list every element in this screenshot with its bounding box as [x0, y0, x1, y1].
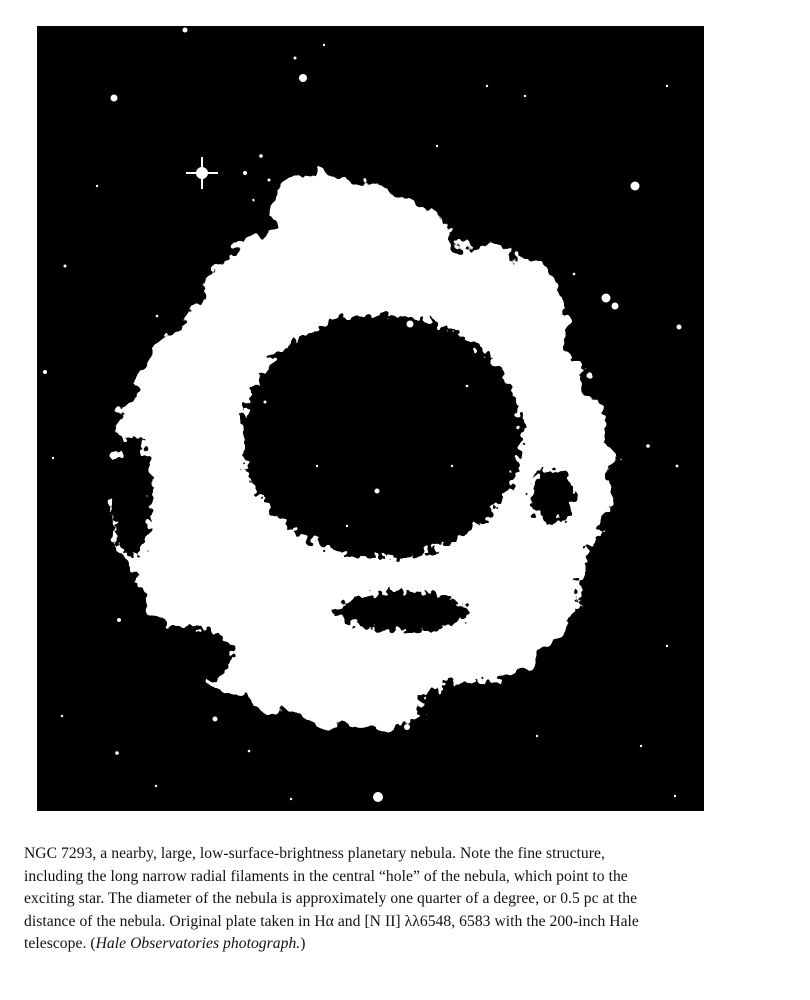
figure-caption [24, 843, 794, 956]
caption-line-1: NGC 7293, a nearby, large, low-surface-brightness planetary nebula. Note the fine structure, [24, 845, 605, 862]
nebula-photograph [37, 26, 704, 811]
caption-line-5-suffix: ) [300, 935, 306, 952]
caption-line-4: distance of the nebula. Original plate taken in Hα and [N II] λλ6548, 6583 with the 200-inch Hale [24, 912, 639, 930]
caption-line-2: including the long narrow radial filaments in the central “hole” of the nebula, which point to the [24, 867, 628, 885]
nebula-image [37, 26, 704, 811]
caption-line-3: exciting star. The diameter of the nebula is approximately one quarter of a degree, or 0.5 pc at the [24, 890, 638, 907]
caption-line-5 [24, 933, 794, 956]
photo-credit: Hale Observatories photograph. [95, 935, 301, 952]
caption-line-5-prefix: telescope. ( [24, 935, 96, 952]
